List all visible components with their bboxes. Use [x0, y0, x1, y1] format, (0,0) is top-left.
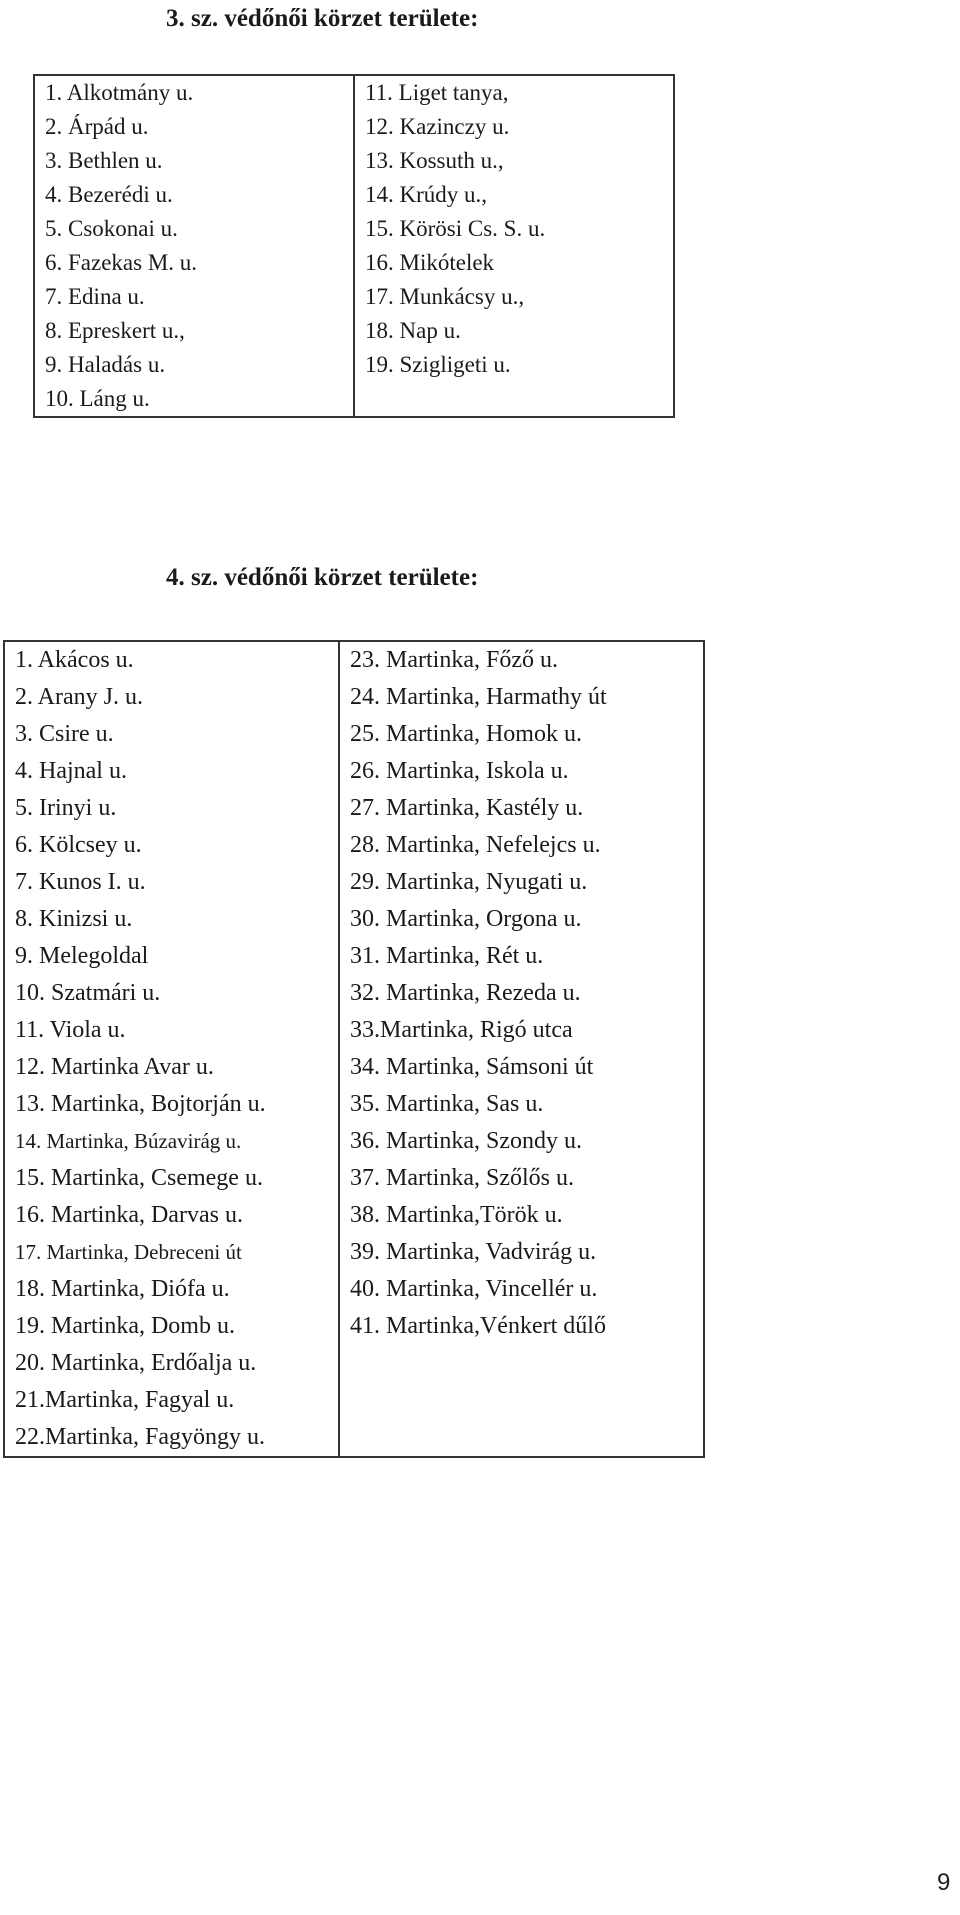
table-row: [4, 938, 704, 975]
zone-4-street-table: [3, 640, 705, 1458]
street-cell: 12. Martinka Avar u.: [4, 1049, 339, 1086]
table-row: [4, 1012, 704, 1049]
table-row: [4, 901, 704, 938]
table-row: [4, 1382, 704, 1419]
table-row: [4, 790, 704, 827]
zone-3-title: 3. sz. védőnői körzet területe:: [166, 5, 479, 32]
street-cell: 16. Martinka, Darvas u.: [4, 1197, 339, 1234]
street-cell: 26. Martinka, Iskola u.: [339, 753, 704, 790]
street-cell: 8. Kinizsi u.: [4, 901, 339, 938]
street-cell: 8. Epreskert u.,: [34, 314, 354, 348]
street-cell: 10. Szatmári u.: [4, 975, 339, 1012]
street-cell: [339, 1419, 704, 1457]
street-cell: 38. Martinka,Török u.: [339, 1197, 704, 1234]
street-cell: 27. Martinka, Kastély u.: [339, 790, 704, 827]
table-row: [4, 1086, 704, 1123]
street-cell: 24. Martinka, Harmathy út: [339, 679, 704, 716]
table-row: [4, 1271, 704, 1308]
zone-4-title: 4. sz. védőnői körzet területe:: [166, 564, 479, 591]
street-cell: 36. Martinka, Szondy u.: [339, 1123, 704, 1160]
street-cell: 15. Martinka, Csemege u.: [4, 1160, 339, 1197]
table-row: [34, 348, 674, 382]
street-cell: 6. Kölcsey u.: [4, 827, 339, 864]
street-cell: 19. Martinka, Domb u.: [4, 1308, 339, 1345]
table-row: [34, 75, 674, 110]
street-cell: 34. Martinka, Sámsoni út: [339, 1049, 704, 1086]
street-cell: 41. Martinka,Vénkert dűlő: [339, 1308, 704, 1345]
zone-3-street-table: [33, 74, 675, 418]
street-cell: 18. Nap u.: [354, 314, 674, 348]
street-cell: 20. Martinka, Erdőalja u.: [4, 1345, 339, 1382]
table-row: [4, 753, 704, 790]
table-row: [4, 1049, 704, 1086]
street-cell: 17. Martinka, Debreceni út: [4, 1234, 339, 1271]
page-number: 9: [937, 1869, 951, 1896]
street-cell: 13. Martinka, Bojtorján u.: [4, 1086, 339, 1123]
street-cell: 4. Hajnal u.: [4, 753, 339, 790]
street-cell: 18. Martinka, Diófa u.: [4, 1271, 339, 1308]
street-cell: 1. Akácos u.: [4, 641, 339, 679]
street-cell: 40. Martinka, Vincellér u.: [339, 1271, 704, 1308]
table-row: [4, 864, 704, 901]
street-cell: 13. Kossuth u.,: [354, 144, 674, 178]
street-cell: 9. Melegoldal: [4, 938, 339, 975]
street-cell: 31. Martinka, Rét u.: [339, 938, 704, 975]
street-cell: 7. Edina u.: [34, 280, 354, 314]
table-row: [4, 641, 704, 679]
street-cell: 14. Martinka, Búzavirág u.: [4, 1123, 339, 1160]
street-cell: 35. Martinka, Sas u.: [339, 1086, 704, 1123]
table-row: [34, 110, 674, 144]
street-cell: 5. Irinyi u.: [4, 790, 339, 827]
street-cell: 12. Kazinczy u.: [354, 110, 674, 144]
table-row: [4, 679, 704, 716]
street-cell: 17. Munkácsy u.,: [354, 280, 674, 314]
table-row: [34, 144, 674, 178]
street-cell: 4. Bezerédi u.: [34, 178, 354, 212]
street-cell: 15. Körösi Cs. S. u.: [354, 212, 674, 246]
table-row: [34, 212, 674, 246]
table-row: [4, 1123, 704, 1160]
table-row: [4, 1345, 704, 1382]
table-row: [4, 975, 704, 1012]
street-cell: 39. Martinka, Vadvirág u.: [339, 1234, 704, 1271]
street-cell: 22.Martinka, Fagyöngy u.: [4, 1419, 339, 1457]
street-cell: 23. Martinka, Főző u.: [339, 641, 704, 679]
street-cell: 33.Martinka, Rigó utca: [339, 1012, 704, 1049]
table-row: [34, 178, 674, 212]
street-cell: 9. Haladás u.: [34, 348, 354, 382]
table-row: [4, 1308, 704, 1345]
table-row: [34, 314, 674, 348]
street-cell: 16. Mikótelek: [354, 246, 674, 280]
street-cell: 37. Martinka, Szőlős u.: [339, 1160, 704, 1197]
street-cell: 28. Martinka, Nefelejcs u.: [339, 827, 704, 864]
street-cell: 2. Árpád u.: [34, 110, 354, 144]
street-cell: [339, 1382, 704, 1419]
street-cell: 6. Fazekas M. u.: [34, 246, 354, 280]
table-row: [34, 382, 674, 417]
street-cell: [339, 1345, 704, 1382]
street-cell: 10. Láng u.: [34, 382, 354, 417]
table-row: [34, 246, 674, 280]
street-cell: 5. Csokonai u.: [34, 212, 354, 246]
table-row: [4, 827, 704, 864]
street-cell: 29. Martinka, Nyugati u.: [339, 864, 704, 901]
street-cell: 14. Krúdy u.,: [354, 178, 674, 212]
street-cell: [354, 382, 674, 417]
table-row: [4, 1234, 704, 1271]
street-cell: 11. Liget tanya,: [354, 75, 674, 110]
table-row: [4, 1419, 704, 1457]
table-row: [4, 716, 704, 753]
street-cell: 19. Szigligeti u.: [354, 348, 674, 382]
street-cell: 32. Martinka, Rezeda u.: [339, 975, 704, 1012]
street-cell: 7. Kunos I. u.: [4, 864, 339, 901]
table-row: [4, 1197, 704, 1234]
table-row: [34, 280, 674, 314]
street-cell: 3. Csire u.: [4, 716, 339, 753]
street-cell: 1. Alkotmány u.: [34, 75, 354, 110]
table-row: [4, 1160, 704, 1197]
street-cell: 3. Bethlen u.: [34, 144, 354, 178]
street-cell: 11. Viola u.: [4, 1012, 339, 1049]
street-cell: 2. Arany J. u.: [4, 679, 339, 716]
street-cell: 30. Martinka, Orgona u.: [339, 901, 704, 938]
street-cell: 21.Martinka, Fagyal u.: [4, 1382, 339, 1419]
street-cell: 25. Martinka, Homok u.: [339, 716, 704, 753]
